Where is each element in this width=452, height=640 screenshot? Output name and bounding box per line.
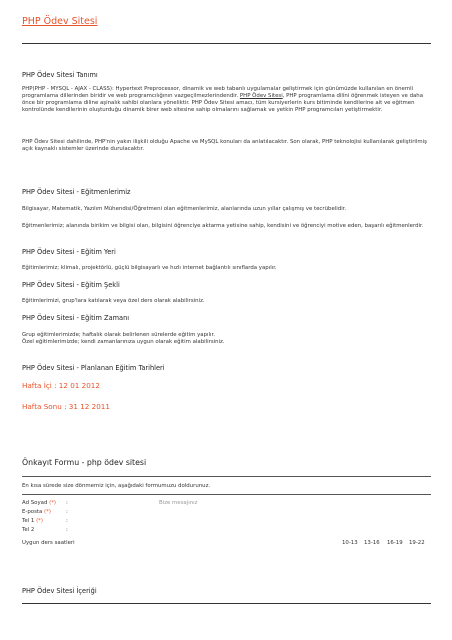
form-label-tel2: Tel 2 (22, 527, 35, 533)
hour-slot-10-13[interactable]: 10-13 (342, 540, 358, 546)
name-input[interactable] (74, 498, 144, 507)
form-top-divider (22, 476, 431, 477)
site-title-link[interactable]: PHP Ödev Sitesi (22, 16, 98, 27)
form-title: Önkayıt Formu - php ödev sitesi (22, 458, 147, 467)
format-heading: PHP Ödev Sitesi - Eğitim Şekli (22, 281, 120, 289)
header-divider (22, 43, 431, 44)
weekend-date: Hafta Sonu : 31 12 2011 (22, 402, 110, 411)
email-input[interactable] (74, 507, 144, 516)
place-paragraph: Eğitimlerimiz; klimalı, projektörlü, güçlü bilgisayarlı ve hızlı internet bağlantılı sınıflarda yapılır. (22, 265, 277, 271)
intro-paragraph-1 (22, 86, 427, 114)
form-intro-divider (22, 494, 431, 495)
content-heading: PHP Ödev Sitesi İçeriği (22, 587, 97, 595)
time-line-2: Özel eğitimlerimizde; kendi zamanlarınıza uygun olarak eğitim alabilirsiniz. (22, 339, 225, 345)
message-textarea[interactable] (159, 500, 419, 534)
hours-label: Uygun ders saatleri (22, 540, 75, 546)
trainers-paragraph-2: Eğitmenlerimiz; alanında birikim ve bilgisi olan, bilgisini öğrenciye aktarma yetisine sahip, kendisini ve öğrenciyi motive eden, başarılı eğitmenlerdir. (22, 223, 424, 229)
required-marker: (*) (44, 509, 51, 515)
weekday-date: Hafta İçi : 12 01 2012 (22, 381, 100, 390)
trainers-paragraph-1: Bilgisayar, Matematik, Yazılım Mühendisi/Öğretmeni olan eğitmenlerimiz, alanlarında uzun yıllar çalışmış ve tecrübelidir. (22, 206, 347, 212)
tel2-input[interactable] (74, 525, 144, 534)
hour-slot-13-16[interactable]: 13-16 (364, 540, 380, 546)
required-marker: (*) (49, 500, 56, 506)
form-label-name: Ad Soyad (*) (22, 500, 56, 506)
form-colon-tel2: : (66, 527, 68, 533)
trainers-heading: PHP Ödev Sitesi - Eğitmenlerimiz (22, 188, 131, 196)
intro-heading: PHP Ödev Sitesi Tanımı (22, 71, 98, 79)
place-heading: PHP Ödev Sitesi - Eğitim Yeri (22, 248, 116, 256)
form-colon-tel1: : (66, 518, 68, 524)
dates-heading: PHP Ödev Sitesi - Planlanan Eğitim Tarihleri (22, 364, 165, 372)
intro-text-2: , PHP programlama dilini öğrenmek isteyen ve daha önce bir programlama diline aşinalık sahibi olanlara yöneliktir. PHP Ödev Sitesi amacı, tüm kursiyerlerin kurs bitiminde kendilerine ait ve eğitmen kontrolünde kendilerinin oluşturduğu dinamik birer web sitesine sahip olmalarını sağlamak ve yetkin PHP programcıları yetiştirmektir. (22, 93, 424, 114)
hour-slot-19-22[interactable]: 19-22 (409, 540, 425, 546)
intro-paragraph-2: PHP Ödev Sitesi dahilinde, PHP'nin yakın ilişkili olduğu Apache ve MySQL konuları da anlatılacaktır. Son olarak, PHP teknolojisi kullanılarak geliştirilmiş açık kaynaklı sistemler üzerinde durulacaktır. (22, 139, 427, 153)
form-colon-name: : (66, 500, 68, 506)
time-line-1: Grup eğitimlerimizde; haftalık olarak belirlenen sürelerde eğitim yapılır. (22, 332, 215, 338)
form-label-tel1: Tel 1 (*) (22, 518, 43, 524)
form-colon-email: : (66, 509, 68, 515)
message-placeholder: Bize mesajınız (159, 500, 198, 506)
content-divider (22, 603, 431, 604)
intro-site-link[interactable]: PHP Ödev Sitesi (239, 93, 283, 100)
time-heading: PHP Ödev Sitesi - Eğitim Zamanı (22, 314, 130, 322)
hour-slot-16-19[interactable]: 16-19 (387, 540, 403, 546)
required-marker: (*) (36, 518, 43, 524)
form-label-email: E-posta (*) (22, 509, 51, 515)
form-intro: En kısa sürede size dönmemiz için, aşağıdaki formumuzu doldurunuz. (22, 483, 211, 489)
intro-text-1: PHP(PHP - MYSQL - AJAX - CLASS): Hypertext Preprocessor, dinamik ve web tabanlı uygulamalar geliştirmek için günümüzde kullanılan en önemli programlama dillerinden biridir ve web programcılığının vazgeçilmezlerindendir. (22, 86, 414, 100)
tel1-input[interactable] (74, 516, 144, 525)
format-paragraph: Eğitimlerimizi, grup'lara katılarak veya özel ders olarak alabilirsiniz. (22, 298, 205, 304)
